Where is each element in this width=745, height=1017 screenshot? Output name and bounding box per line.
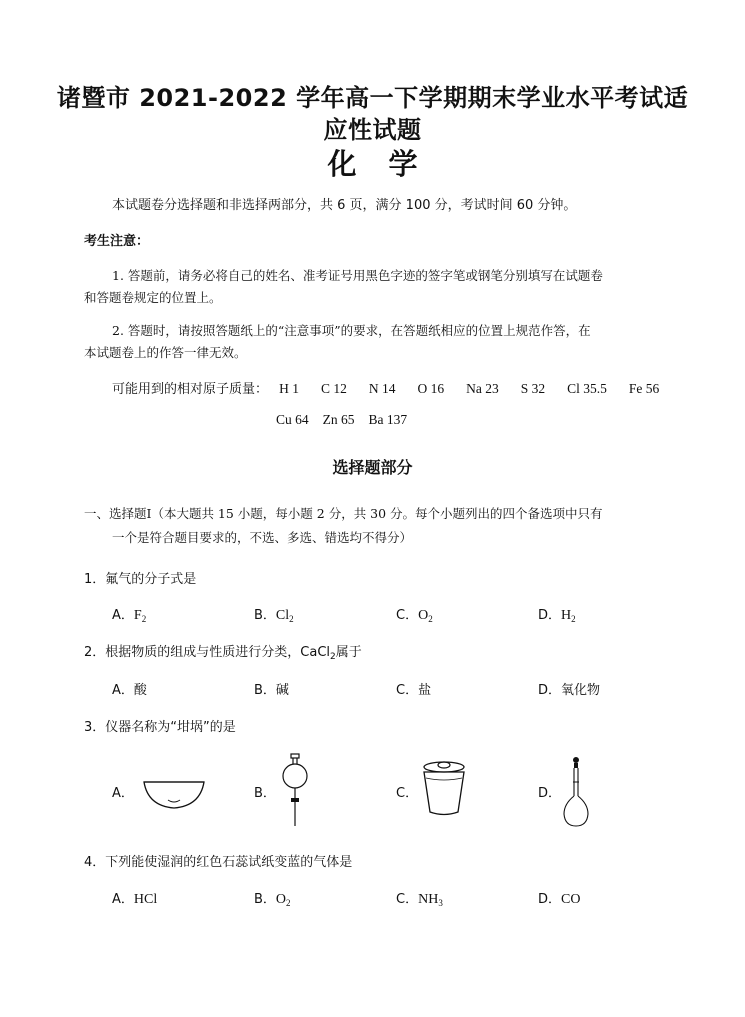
atomic-mass-item: N 14 (368, 381, 396, 396)
evaporating-dish-icon (140, 776, 208, 812)
notice-2-line1: 2. 答题时，请按照答题纸上的“注意事项”的要求，在答题纸相应的位置上规范作答，在 (112, 323, 591, 338)
paper-info: 本试题卷分选择题和非选择两部分，共 6 页，满分 100 分，考试时间 60 分钟。 (112, 198, 577, 213)
question-text: 下列能使湿润的红色石蕊试纸变蓝的气体是 (105, 855, 353, 870)
question-number: 1． (84, 572, 106, 587)
notice-1-line1: 1. 答题前，请务必将自己的姓名、准考证号用黑色字迹的签字笔或钢笔分别填写在试题卷 (112, 268, 603, 283)
atomic-mass-item: Na 23 (466, 381, 499, 396)
q3-option-a-label[interactable]: A． (112, 786, 134, 801)
q2-option-a[interactable]: A．酸 (112, 683, 147, 698)
separatory-funnel-icon (280, 752, 310, 828)
q4-option-c[interactable]: C．$NH_3$ (396, 892, 443, 908)
atomic-mass-item: Fe 56 (628, 381, 660, 396)
q2-option-b[interactable]: B．碱 (254, 683, 289, 698)
q2-option-c[interactable]: C．盐 (396, 683, 432, 698)
atomic-mass-item: O 16 (417, 381, 445, 396)
question-2-stem: 2．根据物质的组成与性质进行分类，CaCl$_2$属于 (84, 645, 362, 662)
atomic-mass-item: S 32 (520, 381, 546, 396)
notice-heading: 考生注意： (84, 234, 150, 249)
q2-option-d[interactable]: D．氧化物 (538, 683, 601, 698)
q3-option-c-label[interactable]: C． (396, 786, 419, 801)
page-title-line1: 诸暨市 2021-2022 学年高一下学期期末学业水平考试适 (56, 84, 689, 112)
q4-option-a[interactable]: A．HCl (112, 892, 158, 907)
q4-option-b[interactable]: B．$O_2$ (254, 892, 291, 908)
question-1-stem (84, 568, 196, 587)
question-number: 3． (84, 720, 106, 735)
section-title: 选择题部分 (332, 458, 413, 477)
atomic-mass-item: Ba 137 (368, 412, 408, 427)
q1-option-d[interactable]: D．$H_2$ (538, 608, 576, 624)
atomic-mass-item: Zn 65 (322, 412, 355, 427)
atomic-mass-item: Cu 64 (276, 412, 309, 427)
page-title-line2: 应性试题 (323, 116, 422, 144)
question-4-stem (84, 851, 352, 870)
atomic-mass-label: 可能用到的相对原子质量： (112, 382, 269, 397)
q4-option-d[interactable]: D．CO (538, 892, 581, 907)
atomic-mass-item: H 1 (279, 381, 299, 396)
question-3-stem (84, 716, 236, 735)
notice-2-line2: 本试题卷上的作答一律无效。 (84, 345, 247, 360)
q1-option-c[interactable]: C．$O_2$ (396, 608, 433, 624)
atomic-mass-row1 (112, 378, 659, 397)
q1-option-b[interactable]: B．$Cl_2$ (254, 608, 294, 624)
part1-instructions-line1: 一、选择题Ⅰ（本大题共 15 小题，每小题 2 分，共 30 分。每个小题列出的四个备选项中只有 (84, 506, 603, 521)
volumetric-flask-icon (562, 756, 590, 828)
question-text: 氟气的分子式是 (105, 572, 197, 587)
atomic-mass-item: C 12 (320, 381, 347, 396)
question-text: 仪器名称为“坩埚”的是 (105, 720, 236, 735)
q3-option-d-label[interactable]: D． (538, 786, 562, 801)
subject-title: 化 学 (327, 147, 418, 181)
notice-1-line2: 和答题卷规定的位置上。 (84, 290, 222, 305)
question-number: 4． (84, 855, 106, 870)
question-number: 2． (84, 645, 106, 660)
crucible-icon (420, 760, 468, 818)
q3-option-b-label[interactable]: B． (254, 786, 276, 801)
q1-option-a[interactable]: A．$F_2$ (112, 608, 147, 624)
atomic-mass-item: Cl 35.5 (567, 381, 607, 396)
part1-instructions-line2: 一个是符合题目要求的，不选、多选、错选均不得分） (112, 530, 413, 545)
atomic-mass-row2 (276, 412, 429, 428)
